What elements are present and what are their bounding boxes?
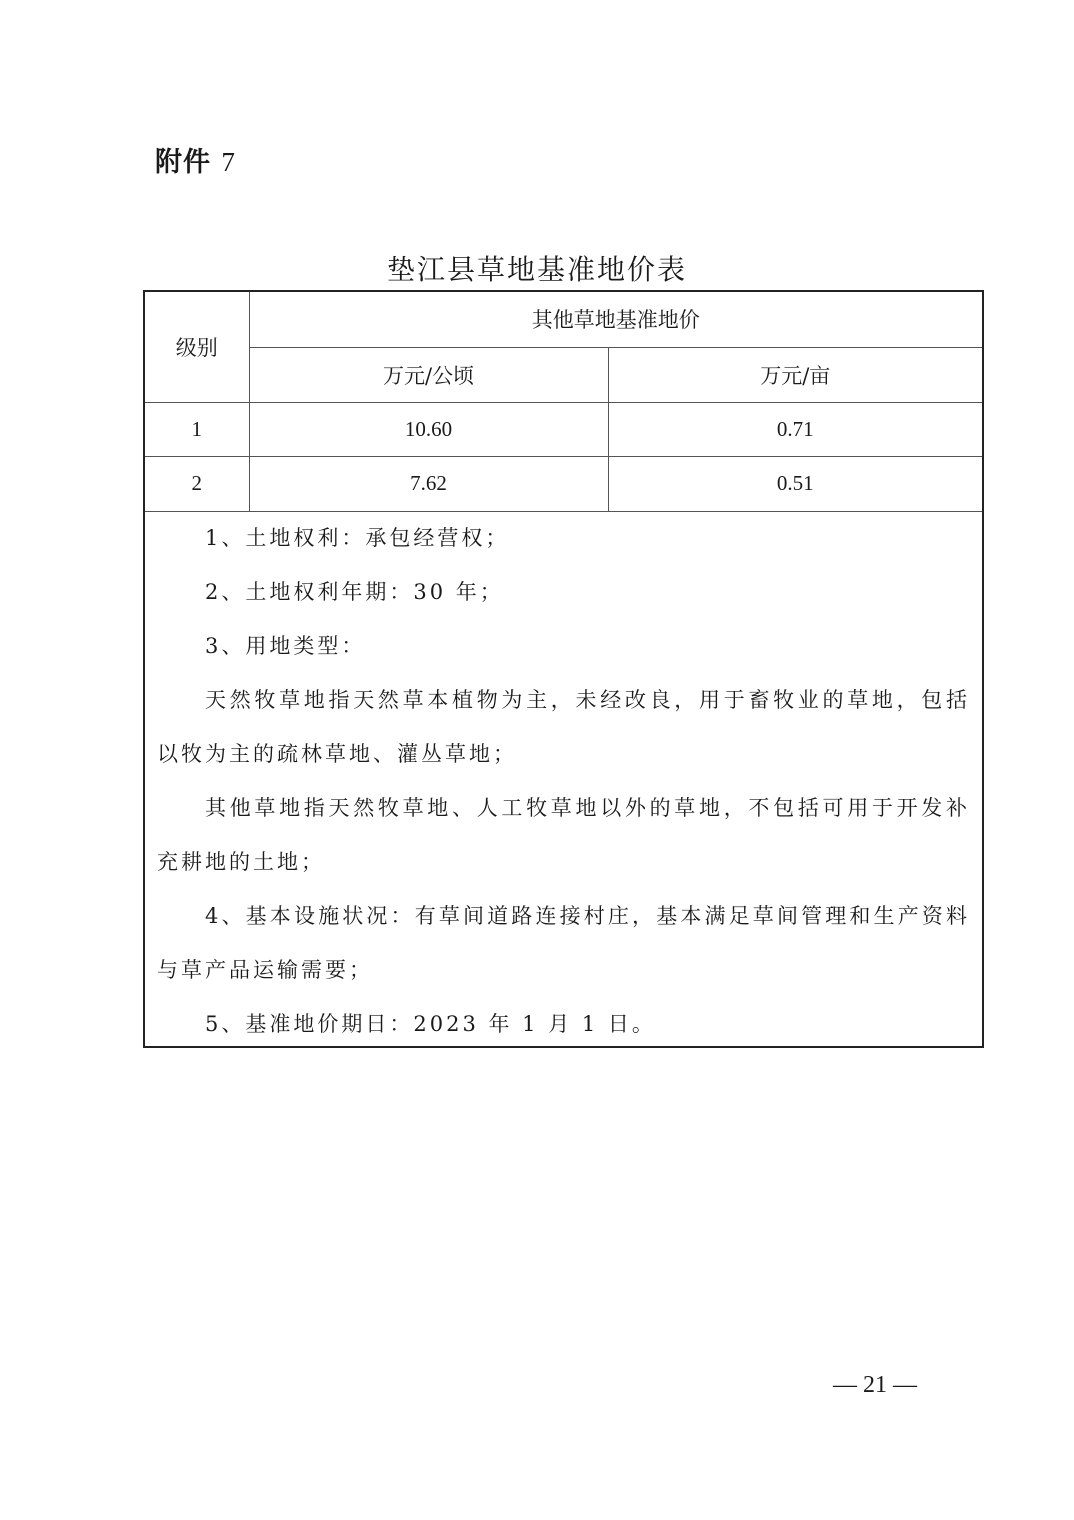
price-hectare-cell: 7.62: [249, 456, 608, 511]
land-price-table: [143, 290, 984, 1048]
header-unit-mu: 万元/亩: [608, 347, 982, 402]
page-number: — 21 —: [833, 1372, 917, 1398]
attachment-number: 7: [221, 147, 236, 177]
price-hectare-cell: 10.60: [249, 402, 608, 456]
table-row: [145, 456, 982, 511]
note-item: 4、基本设施状况：有草间道路连接村庄，基本满足草间管理和生产资料与草产品运输需要；: [157, 904, 970, 982]
attachment-label: [155, 140, 236, 179]
header-row-group: [145, 292, 982, 347]
price-grid: [145, 292, 982, 512]
price-mu-cell: 0.51: [608, 456, 982, 511]
level-cell: 1: [145, 402, 249, 456]
note-item: 3、用地类型：: [205, 634, 366, 658]
header-row-units: [145, 347, 982, 402]
table-row: [145, 402, 982, 456]
note-item: 5、基准地价期日：2023 年 1 月 1 日。: [205, 1012, 656, 1036]
level-cell: 2: [145, 456, 249, 511]
header-level: 级别: [145, 292, 249, 402]
note-item: 其他草地指天然牧草地、人工牧草地以外的草地，不包括可用于开发补充耕地的土地；: [157, 796, 970, 874]
note-item: 2、土地权利年期：30 年；: [205, 580, 504, 604]
notes-section: [145, 511, 982, 1051]
header-group: 其他草地基准地价: [249, 292, 982, 347]
header-unit-hectare: 万元/公顷: [249, 347, 608, 402]
price-mu-cell: 0.71: [608, 402, 982, 456]
attachment-label-text: 附件: [155, 147, 211, 178]
note-item: 1、土地权利：承包经营权；: [205, 526, 510, 550]
note-item: 天然牧草地指天然草本植物为主，未经改良，用于畜牧业的草地，包括以牧为主的疏林草地、灌丛草地；: [157, 688, 970, 766]
table-title: 垫江县草地基准地价表: [386, 253, 687, 286]
